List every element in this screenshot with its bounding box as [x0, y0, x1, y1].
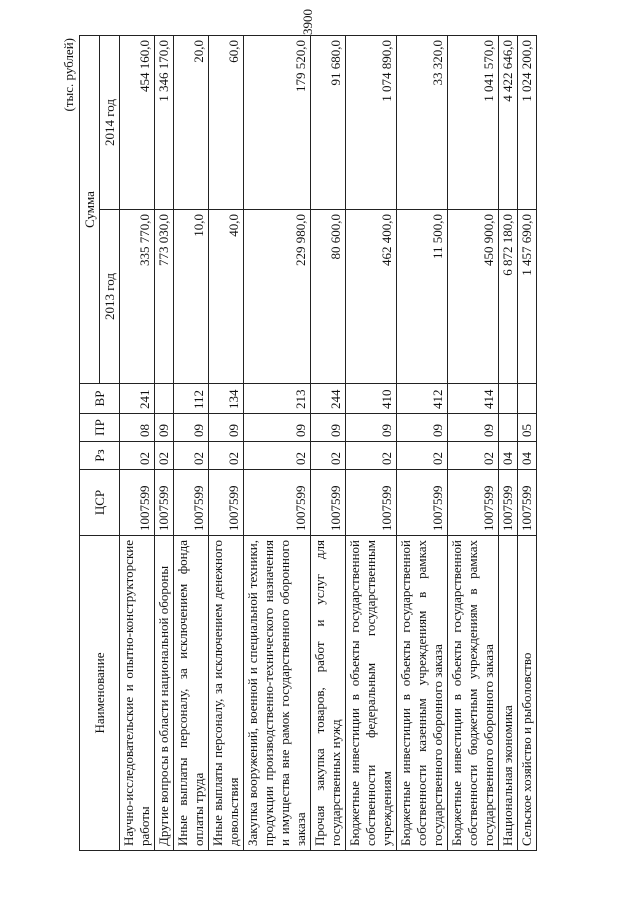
table-body — [120, 36, 537, 851]
row-pr — [499, 414, 518, 442]
row-amount-2013: 80 600,0 — [311, 210, 346, 384]
row-csr: 1007599 — [346, 470, 397, 536]
row-pr: 08 — [120, 414, 155, 442]
table-row — [209, 36, 244, 851]
table-row — [346, 36, 397, 851]
row-name: Бюджетные инвестиции в объекты государственной собственности казенным учреждениям в рамках государственного оборонного заказа — [397, 536, 448, 851]
row-rz: 02 — [448, 442, 499, 470]
row-vr: 213 — [244, 384, 311, 414]
row-csr: 1007599 — [174, 470, 209, 536]
table-row — [244, 36, 311, 851]
table-row — [448, 36, 499, 851]
row-rz: 02 — [155, 442, 174, 470]
row-rz: 02 — [244, 442, 311, 470]
row-amount-2014: 1 074 890,0 — [346, 36, 397, 210]
row-rz: 04 — [499, 442, 518, 470]
row-pr: 09 — [155, 414, 174, 442]
row-name: Прочая закупка товаров, работ и услуг для государственных нужд — [311, 536, 346, 851]
row-amount-2014: 33 320,0 — [397, 36, 448, 210]
row-csr: 1007599 — [518, 470, 537, 536]
header-pr: ПР — [80, 414, 120, 442]
row-amount-2013: 462 400,0 — [346, 210, 397, 384]
row-name: Сельское хозяйство и рыболовство — [518, 536, 537, 851]
row-vr — [499, 384, 518, 414]
row-csr: 1007599 — [209, 470, 244, 536]
row-amount-2014: 20,0 — [174, 36, 209, 210]
row-amount-2013: 10,0 — [174, 210, 209, 384]
table-row — [120, 36, 155, 851]
row-amount-2013: 1 457 690,0 — [518, 210, 537, 384]
row-csr: 1007599 — [155, 470, 174, 536]
row-amount-2014: 60,0 — [209, 36, 244, 210]
row-vr: 112 — [174, 384, 209, 414]
row-vr: 134 — [209, 384, 244, 414]
row-rz: 02 — [174, 442, 209, 470]
row-pr: 09 — [209, 414, 244, 442]
table-row — [311, 36, 346, 851]
row-pr: 09 — [244, 414, 311, 442]
row-rz: 02 — [346, 442, 397, 470]
table-row — [155, 36, 174, 851]
row-vr: 241 — [120, 384, 155, 414]
table-row — [499, 36, 518, 851]
header-name: Наименование — [80, 536, 120, 851]
header-sum: Сумма — [80, 36, 100, 384]
row-name: Закупка вооружений, военной и специальной техники, продукции производственно-технического назначения и имущества вне рамок государственного оборонного заказа — [244, 536, 311, 851]
row-amount-2014: 179 520,0 — [244, 36, 311, 210]
row-csr: 1007599 — [244, 470, 311, 536]
row-csr: 1007599 — [499, 470, 518, 536]
row-name: Национальная экономика — [499, 536, 518, 851]
header-rz: Рз — [80, 442, 120, 470]
row-csr: 1007599 — [448, 470, 499, 536]
row-amount-2013: 773 030,0 — [155, 210, 174, 384]
row-rz: 02 — [311, 442, 346, 470]
table-row — [397, 36, 448, 851]
row-pr: 09 — [397, 414, 448, 442]
row-csr: 1007599 — [311, 470, 346, 536]
row-name: Бюджетные инвестиции в объекты государственной собственности федеральным государственным учреждениям — [346, 536, 397, 851]
row-csr: 1007599 — [120, 470, 155, 536]
table-row — [174, 36, 209, 851]
row-pr: 09 — [346, 414, 397, 442]
units-note: (тыс. рублей) — [61, 38, 76, 112]
table-header — [80, 36, 120, 851]
row-vr: 414 — [448, 384, 499, 414]
row-rz: 02 — [120, 442, 155, 470]
rotated-page-content — [60, 36, 535, 851]
row-amount-2013: 450 900,0 — [448, 210, 499, 384]
row-rz: 02 — [209, 442, 244, 470]
row-csr: 1007599 — [397, 470, 448, 536]
header-year-2014: 2014 год — [100, 36, 120, 210]
row-vr — [155, 384, 174, 414]
row-amount-2014: 454 160,0 — [120, 36, 155, 210]
header-csr: ЦСР — [80, 470, 120, 536]
row-amount-2013: 11 500,0 — [397, 210, 448, 384]
row-pr: 09 — [311, 414, 346, 442]
header-year-2013: 2013 год — [100, 210, 120, 384]
table-row — [518, 36, 537, 851]
row-vr: 410 — [346, 384, 397, 414]
row-name: Иные выплаты персоналу, за исключением фонда оплаты труда — [174, 536, 209, 851]
row-name: Научно-исследовательские и опытно-конструкторские работы — [120, 536, 155, 851]
row-amount-2014: 1 041 570,0 — [448, 36, 499, 210]
row-name: Бюджетные инвестиции в объекты государственной собственности бюджетным учреждениям в рамках государственного оборонного заказа — [448, 536, 499, 851]
row-amount-2013: 6 872 180,0 — [499, 210, 518, 384]
row-amount-2013: 40,0 — [209, 210, 244, 384]
row-name: Иные выплаты персоналу, за исключением денежного довольствия — [209, 536, 244, 851]
row-amount-2014: 4 422 646,0 — [499, 36, 518, 210]
page-number: 3900 — [300, 9, 315, 35]
row-pr: 09 — [174, 414, 209, 442]
row-rz: 02 — [397, 442, 448, 470]
row-pr: 05 — [518, 414, 537, 442]
row-amount-2013: 335 770,0 — [120, 210, 155, 384]
row-vr — [518, 384, 537, 414]
row-pr: 09 — [448, 414, 499, 442]
row-amount-2014: 91 680,0 — [311, 36, 346, 210]
header-vr: ВР — [80, 384, 120, 414]
row-amount-2014: 1 024 200,0 — [518, 36, 537, 210]
row-vr: 244 — [311, 384, 346, 414]
budget-table — [79, 35, 537, 851]
row-amount-2013: 229 980,0 — [244, 210, 311, 384]
row-name: Другие вопросы в области национальной обороны — [155, 536, 174, 851]
row-rz: 04 — [518, 442, 537, 470]
row-amount-2014: 1 346 170,0 — [155, 36, 174, 210]
row-vr: 412 — [397, 384, 448, 414]
